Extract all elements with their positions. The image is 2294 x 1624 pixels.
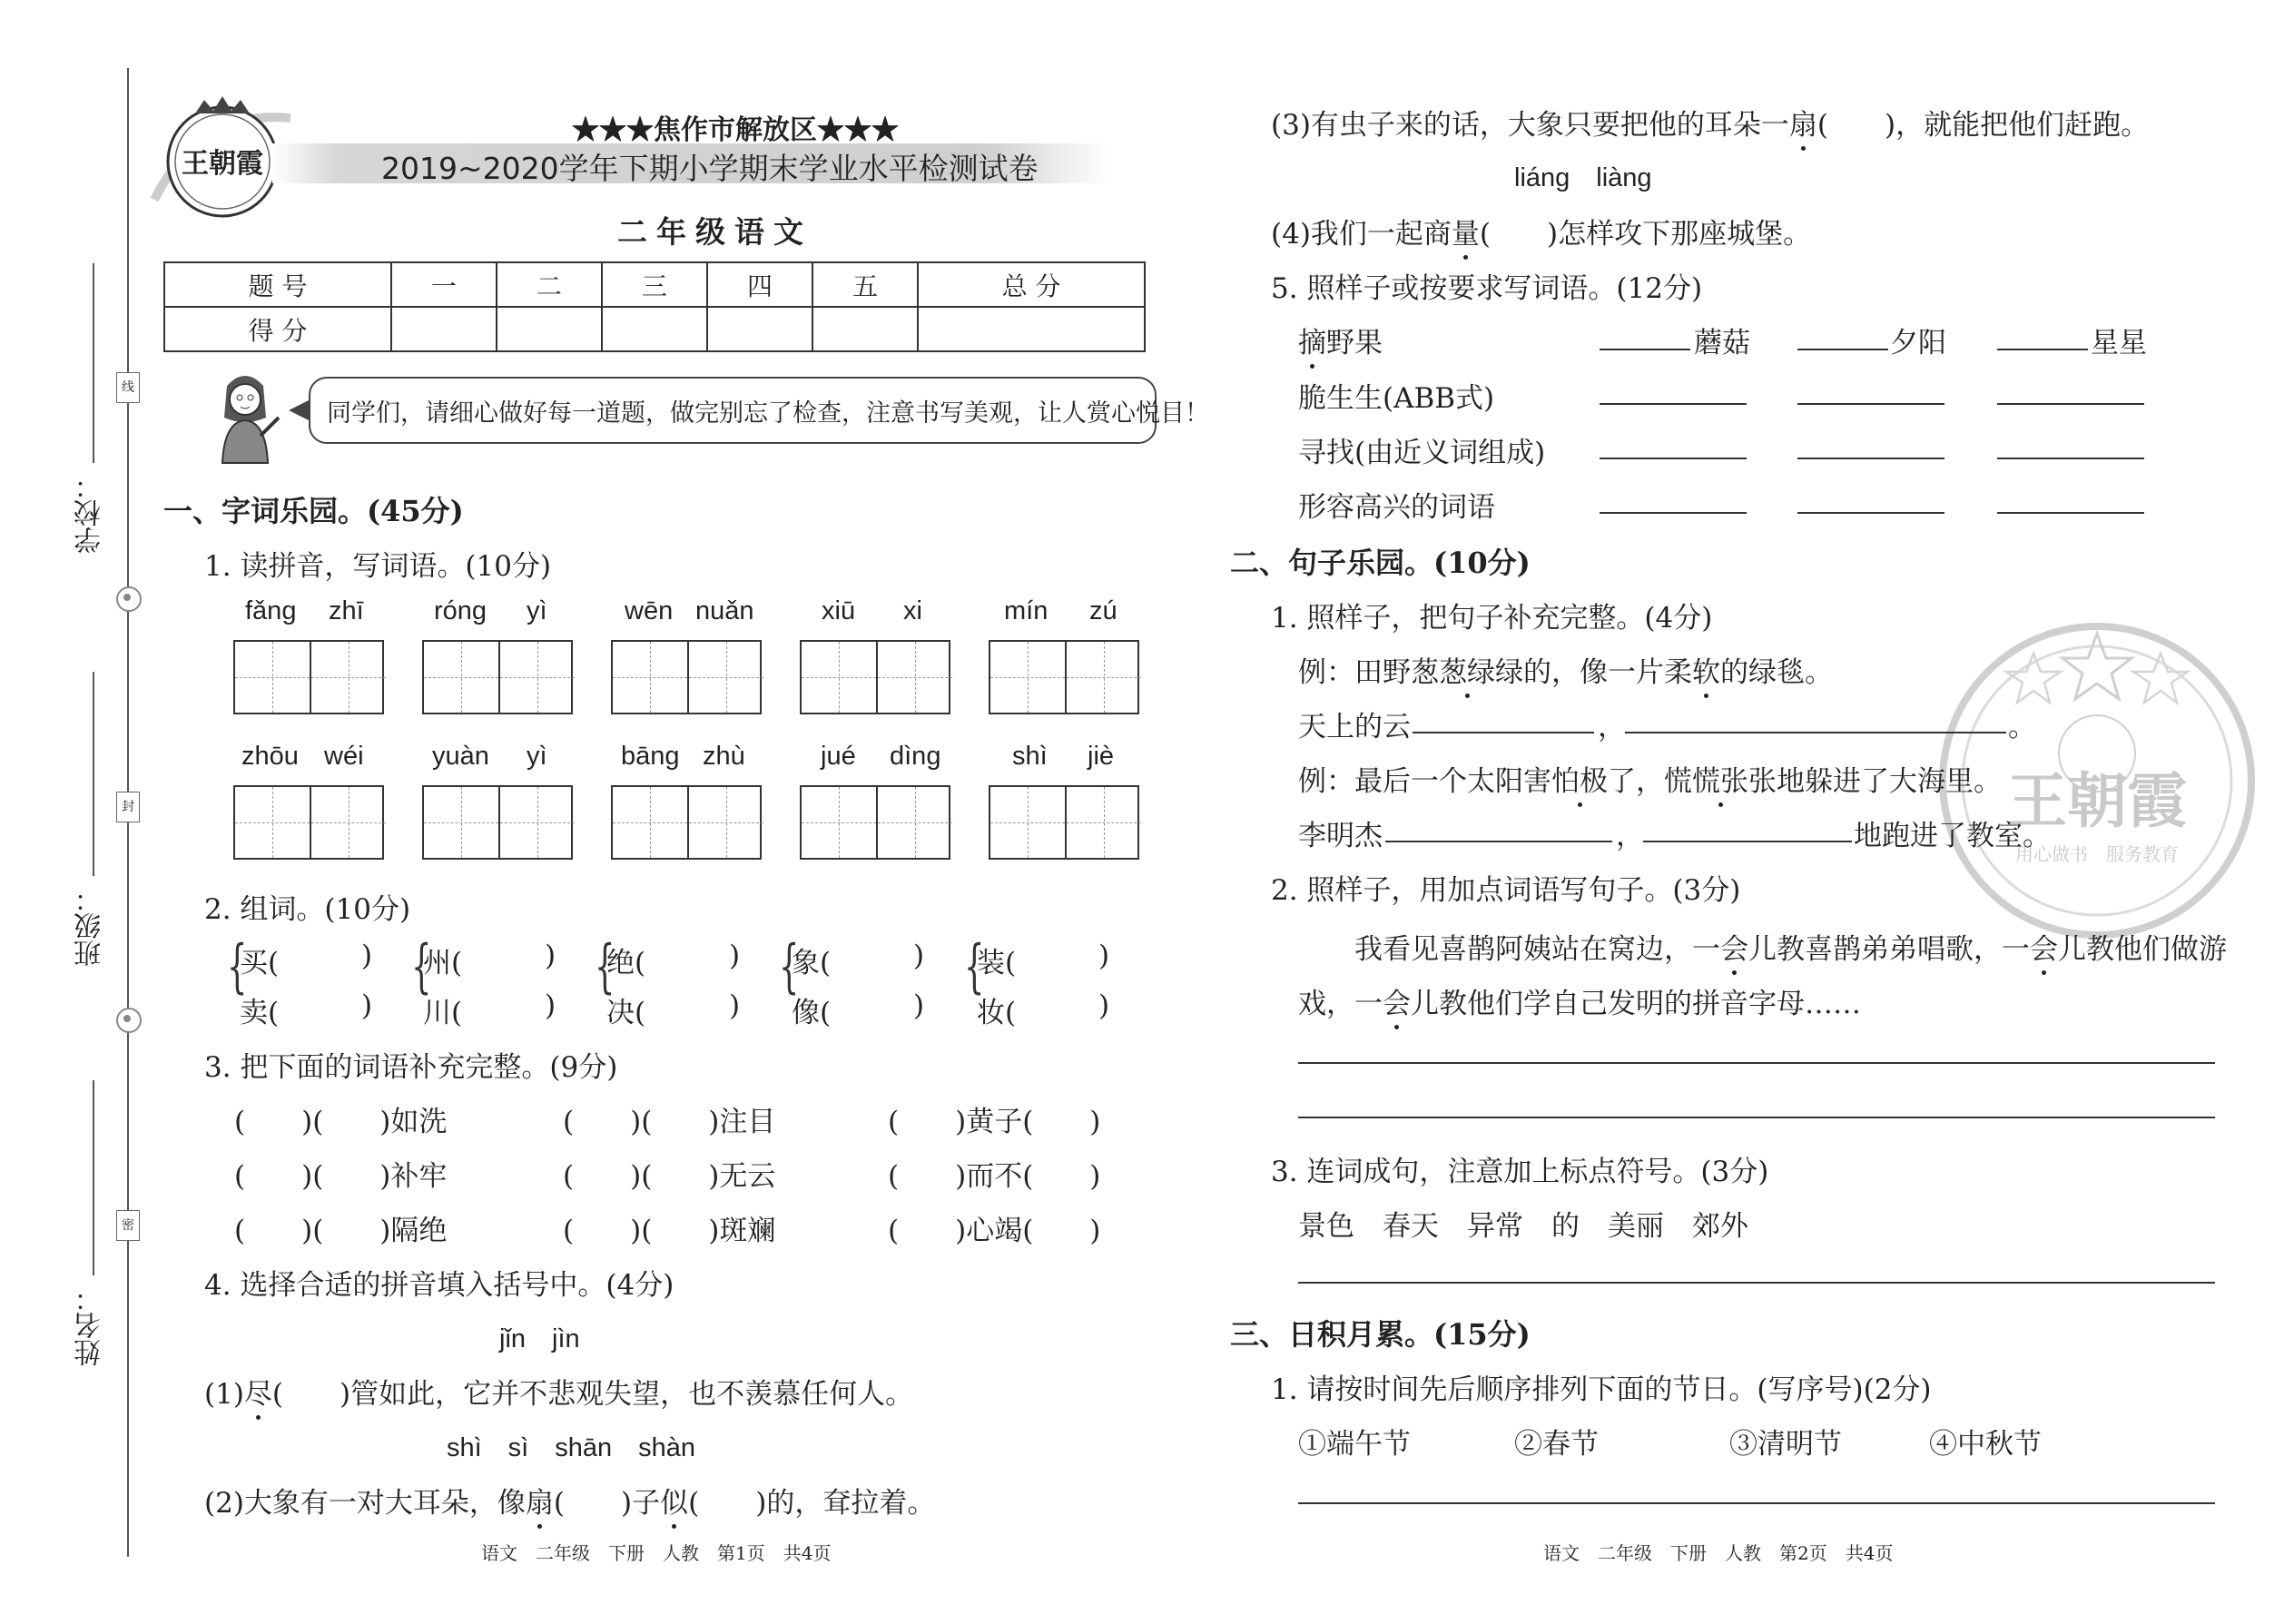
q5-row-label: 形容高兴的词语 <box>1298 491 1495 524</box>
writing-grid[interactable] <box>233 640 384 714</box>
festival-item: ④中秋节 <box>1929 1428 2042 1461</box>
q5-blank[interactable] <box>1997 512 2144 514</box>
fill-sentence-1-start: 天上的云 <box>1298 711 1411 743</box>
score-header-cell: 一 <box>391 262 497 307</box>
q5-row-label: 脆生生(ABB式) <box>1298 382 1495 415</box>
festival-item: ①端午节 <box>1298 1428 1411 1461</box>
score-cell[interactable] <box>918 307 1145 351</box>
example-sentence-2: 例：最后一个太阳害怕极了，慌慌张张地躲进了大海里。 <box>1298 758 2002 799</box>
pinyin: fǎng <box>245 596 297 625</box>
paren-close: ) <box>913 989 925 1022</box>
paren-close: ) <box>545 940 556 972</box>
pinyin: zhī <box>329 596 364 625</box>
idiom-item: ( )黄子( ) <box>888 1106 1101 1138</box>
subject-title: 二年级语文 <box>617 214 812 250</box>
score-header-cell: 总 分 <box>918 262 1145 307</box>
binding-stamp-bottom: 密 <box>116 1210 140 1241</box>
teacher-illustration-icon <box>204 368 286 468</box>
pinyin: mín <box>1004 596 1049 625</box>
passage-line-2: 戏，一会儿教他们学自己发明的拼音字母…… <box>1298 980 1861 1021</box>
sentence-blank[interactable] <box>1413 732 1594 733</box>
name-label: 姓名： <box>74 1284 106 1366</box>
score-cell[interactable] <box>391 307 497 351</box>
festival-item: ②春节 <box>1514 1428 1599 1461</box>
pinyin: shì <box>1012 742 1048 771</box>
q5-blank[interactable] <box>1600 349 1690 350</box>
fill-sentence-2-end: 地跑进了教室。 <box>1854 820 2051 852</box>
word-char: 象( <box>792 947 832 979</box>
q5-blank[interactable] <box>1997 349 2088 350</box>
q4-sentence-4: (4)我们一起商量( )怎样攻下那座城堡。 <box>1271 211 1811 251</box>
pinyin: xiū <box>822 596 856 625</box>
writing-grid[interactable] <box>800 640 950 714</box>
pinyin: zú <box>1089 596 1117 625</box>
teacher-message: 同学们，请细心做好每一道题，做完别忘了检查，注意书写美观，让人赏心悦目！ <box>327 399 1209 428</box>
logo-text: 王朝霞 <box>182 148 263 180</box>
section1-title: 一、字词乐园。(45分) <box>163 494 464 528</box>
s2-q2-title: 2. 照样子，用加点词语写句子。(3分) <box>1271 874 1741 907</box>
pinyin: nuǎn <box>695 596 754 625</box>
score-header-cell: 二 <box>497 262 602 307</box>
answer-line[interactable] <box>1298 1502 2215 1504</box>
watermark-name: 王朝霞 <box>2007 765 2187 836</box>
writing-grid[interactable] <box>233 785 384 860</box>
sentence-blank[interactable] <box>1643 841 1852 842</box>
writing-grid[interactable] <box>800 785 950 860</box>
word-char: 装( <box>977 947 1017 979</box>
idiom-item: ( )( )隔绝 <box>234 1215 448 1247</box>
q5-word: 星星 <box>2091 327 2147 359</box>
pinyin: dìng <box>890 742 941 771</box>
score-header-cell: 题 号 <box>164 262 391 307</box>
paren-close: ) <box>361 989 373 1022</box>
brace-icon: { <box>779 933 800 1000</box>
writing-grid[interactable] <box>422 640 573 714</box>
q1-title: 1. 读拼音，写词语。(10分) <box>204 550 552 583</box>
q4-sentence-3: (3)有虫子来的话，大象只要把他的耳朵一扇( )，就能把他们赶跑。 <box>1271 102 2149 143</box>
idiom-item: ( )( )斑斓 <box>563 1215 776 1247</box>
paren-close: ) <box>729 989 741 1022</box>
pinyin: jué <box>821 742 856 771</box>
pinyin: zhù <box>703 742 745 771</box>
pinyin-options: liáng liàng <box>1514 163 1652 192</box>
school-label: 学校： <box>74 472 106 554</box>
q5-example: 摘野果 <box>1298 320 1383 360</box>
school-blank[interactable] <box>93 263 94 463</box>
word-char: 像( <box>792 997 832 1029</box>
writing-grid[interactable] <box>989 785 1139 860</box>
writing-grid[interactable] <box>611 785 762 860</box>
paren-close: ) <box>913 940 925 972</box>
score-cell[interactable] <box>812 307 918 351</box>
q5-blank[interactable] <box>1997 458 2144 459</box>
comma: ， <box>1616 820 1644 852</box>
exam-region: ★★★焦作市解放区★★★ <box>572 114 899 146</box>
q5-word: 蘑菇 <box>1694 327 1750 359</box>
word-list: 景色 春天 异常 的 美丽 郊外 <box>1298 1210 1748 1243</box>
footer-right: 语文 二年级 下册 人教 第2页 共4页 <box>1543 1542 1894 1564</box>
q5-blank[interactable] <box>1600 512 1747 514</box>
pinyin: yì <box>527 742 547 771</box>
q4-sentence-1: (1)尽( )管如此，它并不悲观失望，也不羡慕任何人。 <box>204 1371 913 1412</box>
paren-close: ) <box>1098 989 1110 1022</box>
score-table <box>163 261 1146 352</box>
section3-title: 三、日积月累。(15分) <box>1230 1317 1531 1352</box>
footer-left: 语文 二年级 下册 人教 第1页 共4页 <box>481 1542 832 1564</box>
pinyin: jiè <box>1088 742 1115 771</box>
q5-blank[interactable] <box>1797 458 1944 459</box>
writing-grid[interactable] <box>989 640 1139 714</box>
class-label: 班级： <box>74 885 106 967</box>
pinyin: yì <box>527 596 547 625</box>
word-char: 买( <box>240 947 280 979</box>
answer-line[interactable] <box>1298 1282 2215 1284</box>
q5-title: 5. 照样子或按要求写词语。(12分) <box>1271 272 1703 305</box>
idiom-item: ( )而不( ) <box>888 1160 1101 1193</box>
pinyin: wéi <box>324 742 364 771</box>
idiom-item: ( )( )注目 <box>563 1106 776 1138</box>
score-cell[interactable] <box>497 307 602 351</box>
sentence-blank[interactable] <box>1385 841 1612 842</box>
q5-row-label: 寻找(由近义词组成) <box>1298 437 1546 469</box>
word-char: 绝( <box>606 947 646 979</box>
s2-q3-title: 3. 连词成句，注意加上标点符号。(3分) <box>1271 1156 1769 1188</box>
s2-q1-title: 1. 照样子，把句子补充完整。(4分) <box>1271 602 1713 635</box>
exam-title: 2019~2020学年下期小学期末学业水平检测试卷 <box>381 151 1039 186</box>
pinyin-options: shì sì shān shàn <box>447 1433 696 1462</box>
paren-close: ) <box>729 940 741 972</box>
pinyin: róng <box>434 596 487 625</box>
idiom-item: ( )心竭( ) <box>888 1215 1101 1247</box>
word-char: 卖( <box>240 997 280 1029</box>
pinyin-options: jǐn jìn <box>499 1324 580 1353</box>
idiom-item: ( )( )如洗 <box>234 1106 448 1138</box>
q4-title: 4. 选择合适的拼音填入括号中。(4分) <box>204 1269 674 1302</box>
score-cell[interactable] <box>707 307 812 351</box>
q3-title: 3. 把下面的词语补充完整。(9分) <box>204 1051 618 1084</box>
score-header-cell: 五 <box>812 262 918 307</box>
word-char: 妆( <box>977 997 1017 1029</box>
score-header-cell: 四 <box>707 262 812 307</box>
q5-blank[interactable] <box>1797 349 1888 350</box>
pinyin: bāng <box>621 742 680 771</box>
score-cell[interactable] <box>602 307 707 351</box>
brace-icon: { <box>964 933 985 1000</box>
paren-close: ) <box>545 989 556 1022</box>
watermark-slogan: 用心做书 服务教育 <box>2015 843 2179 865</box>
pinyin: wēn <box>625 596 674 625</box>
binding-hole-icon <box>116 586 142 612</box>
example-sentence-1: 例：田野葱葱绿绿的，像一片柔软的绿毯。 <box>1298 649 1833 690</box>
pinyin: zhōu <box>241 742 299 771</box>
paren-close: ) <box>361 940 373 972</box>
brace-icon: { <box>595 933 615 1000</box>
word-char: 州( <box>423 947 463 979</box>
brace-icon: { <box>411 933 432 1000</box>
pinyin: yuàn <box>432 742 489 771</box>
binding-stamp-top: 线 <box>116 372 140 403</box>
q5-blank[interactable] <box>1600 403 1747 405</box>
idiom-item: ( )( )补牢 <box>234 1160 448 1193</box>
q5-blank[interactable] <box>1797 512 1944 514</box>
class-blank[interactable] <box>93 672 94 876</box>
speech-bubble-tail <box>289 399 310 421</box>
writing-grid[interactable] <box>611 640 762 714</box>
period: 。 <box>2008 711 2036 743</box>
q4-sentence-2: (2)大象有一对大耳朵，像扇( )子似( )的，耷拉着。 <box>204 1480 935 1521</box>
word-char: 决( <box>606 997 646 1029</box>
writing-grid[interactable] <box>422 785 573 860</box>
idiom-item: ( )( )无云 <box>563 1160 776 1193</box>
fill-sentence-2-start: 李明杰 <box>1298 820 1383 852</box>
paren-close: ) <box>1098 940 1110 972</box>
s3-q1-title: 1. 请按时间先后顺序排列下面的节日。(写序号)(2分) <box>1271 1373 1932 1406</box>
answer-line[interactable] <box>1298 1117 2215 1118</box>
sentence-blank[interactable] <box>1625 732 2006 733</box>
q5-word: 夕阳 <box>1890 327 1946 359</box>
q5-blank[interactable] <box>1600 458 1747 459</box>
binding-stamp-mid: 封 <box>116 792 140 822</box>
brace-icon: { <box>227 933 248 1000</box>
comma: ， <box>1598 711 1626 743</box>
score-row-label: 得 分 <box>164 307 391 351</box>
score-header-cell: 三 <box>602 262 707 307</box>
word-char: 川( <box>423 997 463 1029</box>
answer-line[interactable] <box>1298 1062 2215 1064</box>
q2-title: 2. 组词。(10分) <box>204 893 411 926</box>
section2-title: 二、句子乐园。(10分) <box>1230 546 1531 580</box>
name-blank[interactable] <box>93 1080 94 1275</box>
passage-line-1: 我看见喜鹊阿姨站在窝边，一会儿教喜鹊弟弟唱歌，一会儿教他们做游 <box>1354 926 2227 967</box>
q5-blank[interactable] <box>1797 403 1944 405</box>
binding-hole-icon <box>116 1008 142 1033</box>
q5-blank[interactable] <box>1997 403 2144 405</box>
festival-item: ③清明节 <box>1729 1428 1842 1461</box>
pinyin: xi <box>903 596 922 625</box>
